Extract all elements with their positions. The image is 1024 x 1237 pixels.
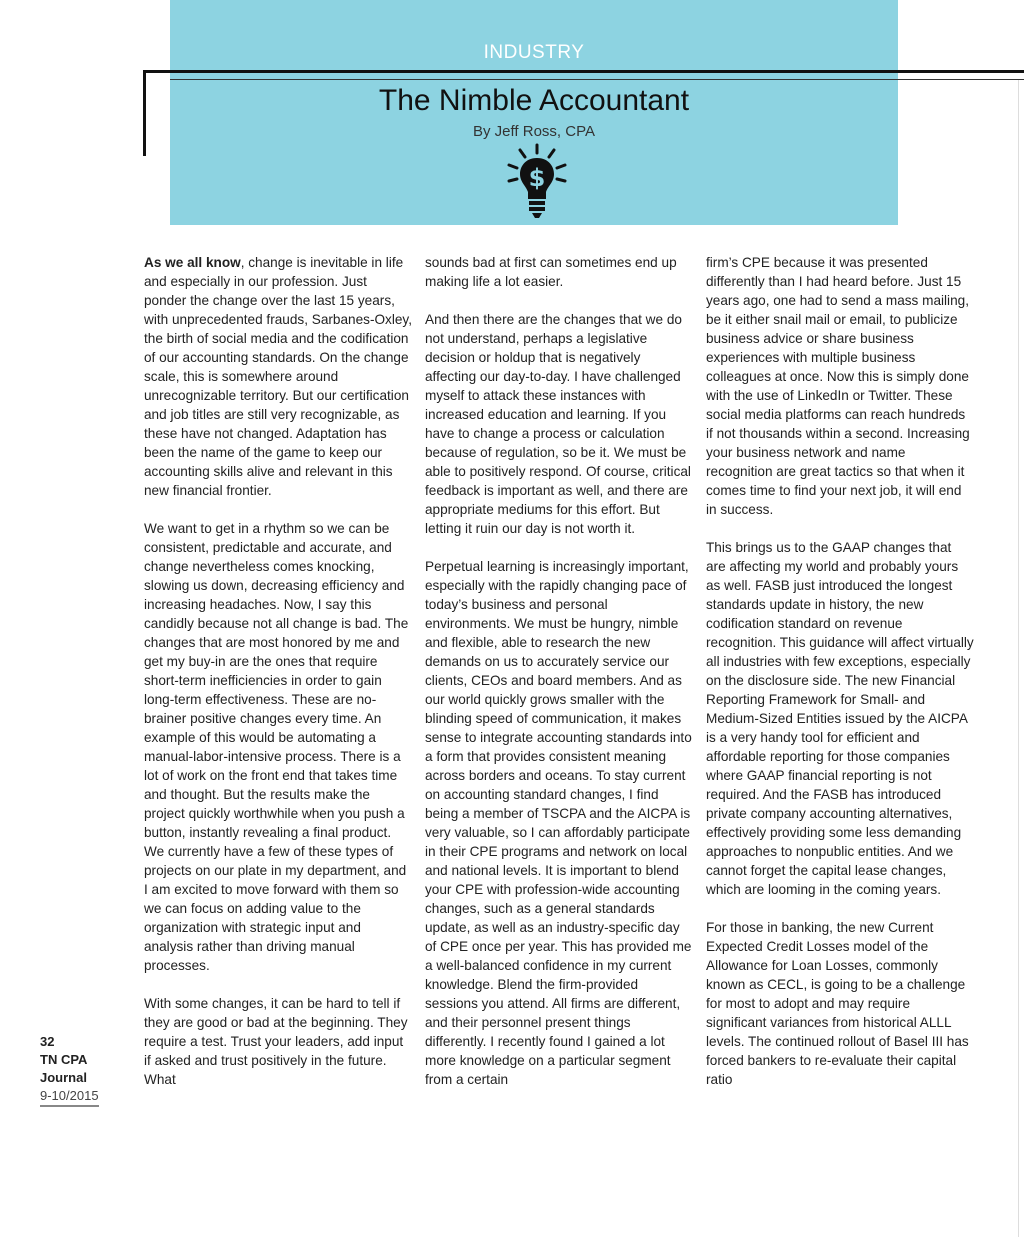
- paragraph-text: , change is inevitable in life and especially in our profession. Just ponder the change over the last 15 years, with unprecedented frauds, Sarbanes-Oxley, the birth of social media and the codification of our accounting standards. On the change scale, this is somewhere around unrecognizable territory. But our certification and job titles are still very recognizable, as these have not changed. Adaptation has been the name of the game to keep our accounting skills alive and relevant in this new financial frontier.: [144, 255, 412, 498]
- paragraph: With some changes, it can be hard to tell if they are good or bad at the beginning. They require a test. Trust your leaders, add input if asked and trust positively in the future. What: [144, 996, 408, 1087]
- dollar-lightbulb-icon: [506, 143, 568, 221]
- section-label: INDUSTRY: [483, 42, 585, 63]
- paragraph: [144, 253, 412, 500]
- paragraph: Perpetual learning is increasingly important, especially with the rapidly changing pace of today’s business and personal environments. We must be hungry, nimble and flexible, able to research the new demands on us to accurately service our clients, CEOs and board members. And as our world quickly grows smaller with the blinding speed of communication, it makes sense to integrate accounting standards into a form that provides consistent meaning across borders and oceans. To stay current on accounting standard changes, I find being a member of TSCPA and the AICPA is very valuable, so I can affordably participate in their CPE programs and network on local and national levels. It is important to blend your CPE with profession-wide accounting changes, such as a general standards update, as well as an industry-specific day of CPE once per year. This has provided me a well-balanced confidence in my current knowledge. Blend the firm-provided sessions you attend. All firms are different, and their personnel present things differently. I recently found I gained a lot more knowledge on a particular segment from a certain: [425, 559, 692, 1087]
- svg-text:$: $: [528, 164, 546, 192]
- paragraph: We want to get in a rhythm so we can be consistent, predictable and accurate, and change nevertheless comes knocking, slowing us down, decreasing efficiency and increasing headaches. Now, I say this candidly because not all change is bad. The changes that are most honored by me and get my buy-in are the ones that require short-term inefficiencies in order to gain long-term effectiveness. These are no-brainer positive changes every time. An example of this would be automating a manual-labor-intensive process. There is a lot of work on the front end that takes time and thought. But the results make the project quickly worthwhile when you push a button, instantly revealing a final product. We currently have a few of these types of projects on our plate in my department, and I am excited to move forward with them so we can focus on adding value to the organization with strategic input and analysis rather than driving manual processes.: [144, 521, 409, 973]
- article-column-1: [144, 253, 412, 1108]
- paragraph: For those in banking, the new Current Expected Credit Losses model of the Allowance for Loan Losses, commonly known as CECL, is going to be a challenge for most to adopt and may require significant variances from historical ALLL levels. The continued rollout of Basel III has forced bankers to re-evaluate their capital ratio: [706, 920, 969, 1087]
- paragraph: sounds bad at first can sometimes end up making life a lot easier.: [425, 255, 677, 289]
- page-edge: [1018, 80, 1019, 1237]
- paragraph: And then there are the changes that we do not understand, perhaps a legislative decision or holdup that is negatively affecting our day-to-day. I have challenged myself to attack these instances with increased education and learning. If you have to change a process or calculation because of regulation, so be it. We must be able to positively respond. Of course, critical feedback is important as well, and there are appropriate mediums for this effort. But letting it ruin our day is not worth it.: [425, 312, 691, 536]
- page-folio: [40, 1033, 110, 1107]
- publication-name-line2: Journal: [40, 1070, 87, 1085]
- issue-date: 9-10/2015: [40, 1087, 99, 1107]
- publication-name: TN CPA: [40, 1052, 88, 1067]
- article-title: The Nimble Accountant: [378, 84, 690, 117]
- page-number: 32: [40, 1034, 55, 1049]
- paragraph: firm’s CPE because it was presented differently than I had heard before. Just 15 years ago, one had to send a mass mailing, be it either snail mail or email, to publicize business advice or share business experiences with multiple business colleagues at once. Now this is simply done with the use of LinkedIn or Twitter. These social media platforms can reach hundreds if not thousands within a second. Increasing your business network and name recognition are great tactics so that when it comes time to find your next job, it will end in success.: [706, 255, 970, 517]
- paragraph: This brings us to the GAAP changes that are affecting my world and probably yours as well. FASB just introduced the longest standards update in history, the new codification standard on revenue recognition. This guidance will affect virtually all industries with few exceptions, especially on the disclosure side. The new Financial Reporting Framework for Small- and Medium-Sized Entities issued by the AICPA is a very handy tool for efficient and affordable reporting for those companies where GAAP financial reporting is not required. And the FASB has introduced private company accounting alternatives, effectively providing some less demanding approaches to nonpublic entities. And we cannot forget the capital lease changes, which are looming in the coming years.: [706, 540, 974, 897]
- article-column-3: [706, 253, 974, 1108]
- header-rule-thick: [143, 70, 1024, 73]
- header-rule-thin: [170, 79, 1024, 80]
- lead-in: As we all know: [144, 255, 241, 270]
- header-rule-vertical: [143, 70, 146, 156]
- article-byline: By Jeff Ross, CPA: [473, 123, 595, 140]
- article-column-2: [425, 253, 693, 1108]
